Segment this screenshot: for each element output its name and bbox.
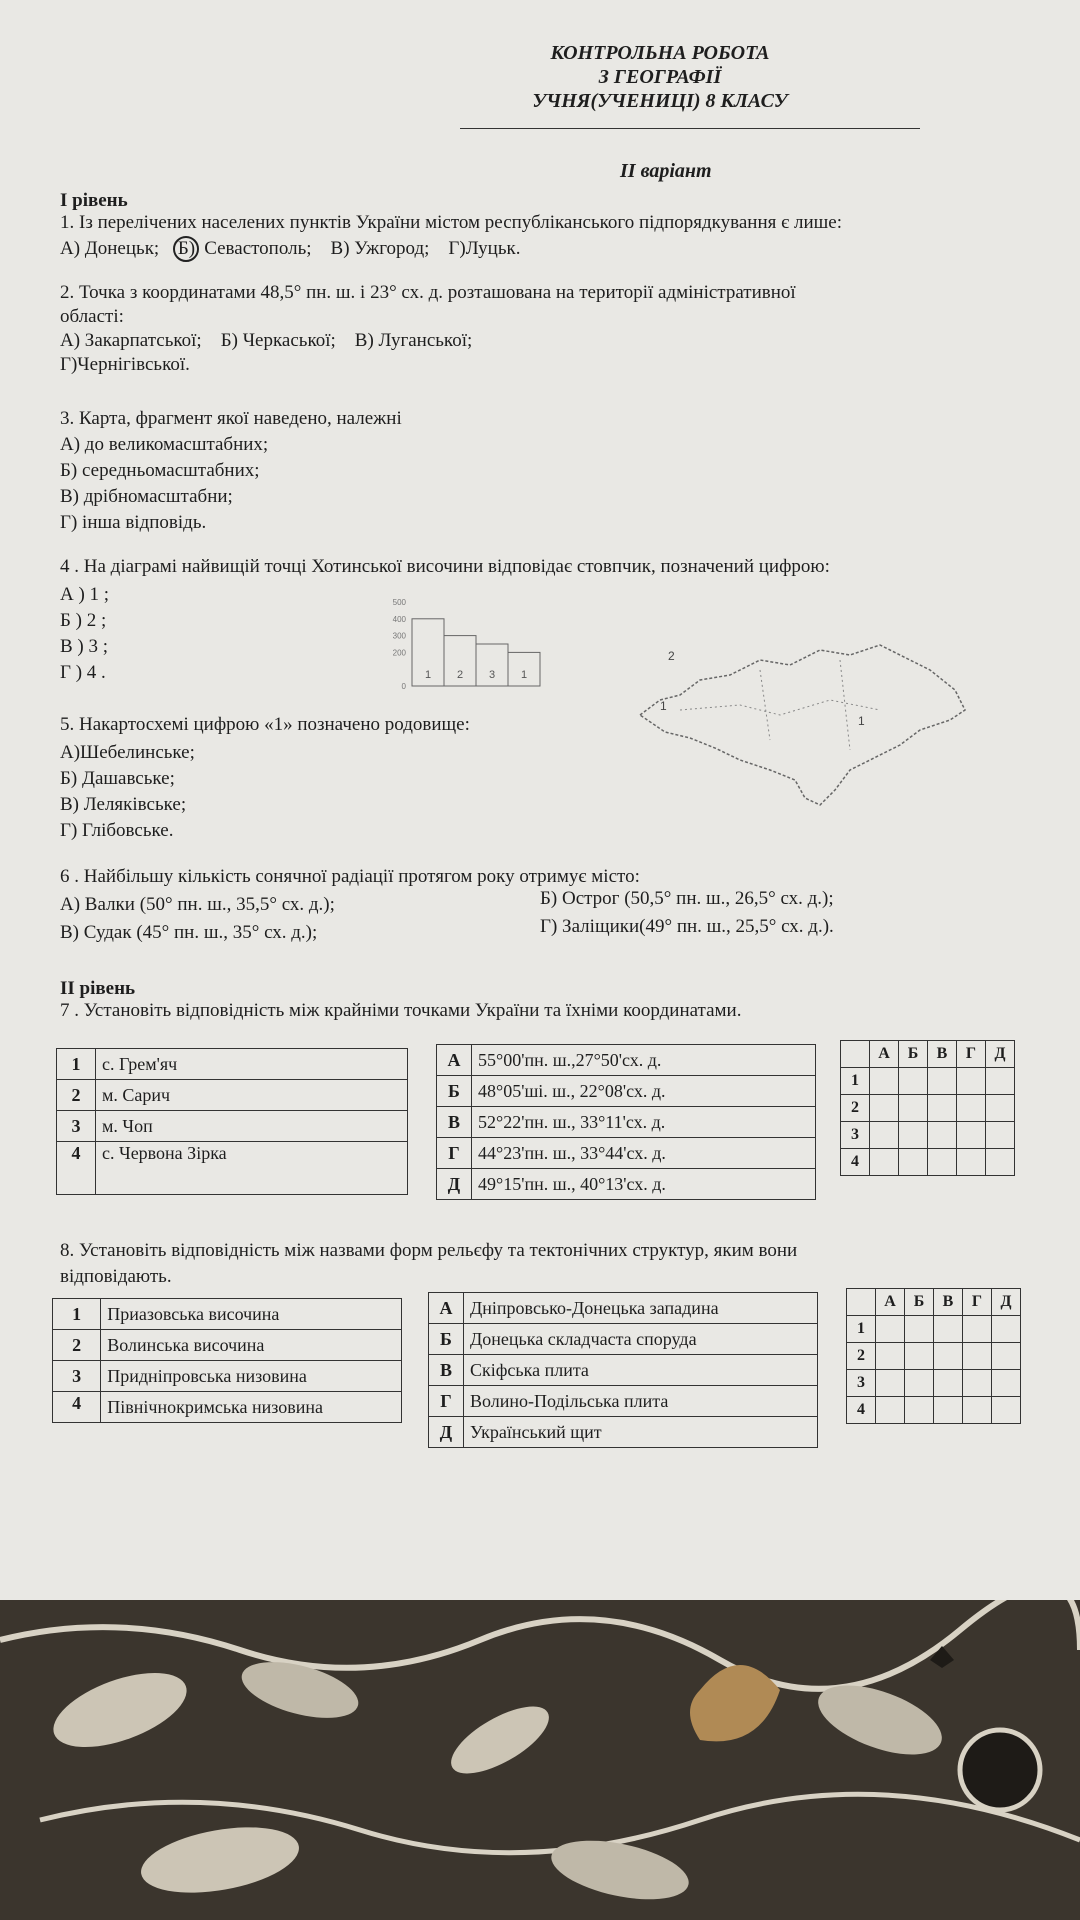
answer-cell[interactable] — [986, 1149, 1015, 1176]
q8-left-num: 1 — [53, 1299, 101, 1330]
q7-left-cell: м. Сарич — [96, 1080, 408, 1111]
table-row — [437, 1045, 816, 1076]
answer-cell[interactable] — [986, 1122, 1015, 1149]
answer-cell[interactable] — [992, 1370, 1021, 1397]
y-tick-label: 400 — [392, 614, 406, 624]
answer-cell[interactable] — [876, 1370, 905, 1397]
ukraine-map — [620, 620, 980, 820]
q7-right-letter: А — [437, 1045, 472, 1076]
grid-col-header: Г — [957, 1041, 986, 1068]
q8-right-letter: Г — [429, 1386, 464, 1417]
table-row — [57, 1142, 408, 1195]
answer-cell[interactable] — [928, 1122, 957, 1149]
grid-col-header: Д — [986, 1041, 1015, 1068]
q2-option-a: А) Закарпатської; — [60, 330, 202, 351]
level1-title: І рівень — [60, 190, 128, 211]
answer-cell[interactable] — [928, 1149, 957, 1176]
y-tick-label: 300 — [392, 631, 406, 641]
q7-left-cell: с. Грем'яч — [96, 1049, 408, 1080]
map-label-1-east: 1 — [858, 714, 865, 728]
answer-cell[interactable] — [899, 1122, 928, 1149]
y-tick-label: 0 — [401, 682, 406, 691]
map-outline — [640, 645, 965, 805]
q7-left-num: 1 — [57, 1049, 96, 1080]
q8-text: 8. Установіть відповідність між назвами форм рельєфу та тектонічних структур, яким вони — [60, 1240, 798, 1261]
table-row — [429, 1293, 818, 1324]
q7-left-num: 4 — [57, 1142, 96, 1195]
name-underline — [460, 128, 920, 129]
q6-option-a: А) Валки (50° пн. ш., 35,5° сх. д.); — [60, 894, 335, 915]
q8-right-cell: Донецька складчаста споруда — [464, 1324, 818, 1355]
grid-row-header: 4 — [847, 1397, 876, 1424]
q2-option-c: В) Луганської; — [354, 330, 473, 351]
answer-cell[interactable] — [934, 1370, 963, 1397]
table-row — [429, 1386, 818, 1417]
q1-option-b-circled: Б) — [173, 236, 199, 262]
q3-option-a: А) до великомасштабних; — [60, 434, 269, 455]
answer-cell[interactable] — [957, 1149, 986, 1176]
map-borders — [680, 660, 880, 750]
map-label-1-west: 1 — [660, 699, 667, 713]
q6-option-b: Б) Острог (50,5° пн. ш., 26,5° сх. д.); — [540, 888, 834, 909]
q3-option-d: Г) інша відповідь. — [60, 512, 207, 533]
q3-text: 3. Карта, фрагмент якої наведено, належні — [60, 408, 402, 429]
q8-right-cell: Скіфська плита — [464, 1355, 818, 1386]
answer-cell[interactable] — [963, 1397, 992, 1424]
level2-title: ІІ рівень — [60, 978, 136, 999]
answer-cell[interactable] — [899, 1149, 928, 1176]
answer-cell[interactable] — [876, 1316, 905, 1343]
q8-right-letter: А — [429, 1293, 464, 1324]
q8-right-letter: Д — [429, 1417, 464, 1448]
q3-option-b: Б) середньомасштабних; — [60, 460, 260, 481]
variant-label: ІІ варіант — [620, 160, 712, 182]
q1-option-b: Севастополь; — [204, 238, 312, 259]
answer-cell[interactable] — [992, 1316, 1021, 1343]
grid-row-header: 3 — [841, 1122, 870, 1149]
answer-cell[interactable] — [928, 1068, 957, 1095]
q8-right-cell: Дніпровсько-Донецька западина — [464, 1293, 818, 1324]
q2-option-d: Г)Чернігівської. — [60, 354, 190, 375]
bar-chart — [370, 594, 550, 694]
q1-option-d: Г)Луцьк. — [448, 238, 521, 259]
answer-cell[interactable] — [905, 1343, 934, 1370]
table-row — [53, 1361, 402, 1392]
q2-text: 2. Точка з координатами 48,5° пн. ш. і 23° сх. д. розташована на території адміністративної — [60, 282, 796, 303]
q4-option-a: А ) 1 ; — [60, 584, 110, 605]
q3-option-c: В) дрібномасштабни; — [60, 486, 233, 507]
table-row — [437, 1138, 816, 1169]
q4-option-d: Г ) 4 . — [60, 662, 106, 683]
grid-col-header: В — [934, 1289, 963, 1316]
q7-text: 7 . Установіть відповідність між крайніми точками України та їхніми координатами. — [60, 1000, 742, 1021]
q8-left-cell: Придніпровська низовина — [101, 1361, 402, 1392]
grid-row-header: 1 — [847, 1316, 876, 1343]
q1-text: 1. Із перелічених населених пунктів України містом республіканського підпорядкування є лише: — [60, 212, 842, 233]
answer-cell[interactable] — [992, 1343, 1021, 1370]
table-row — [57, 1049, 408, 1080]
floral-decoration — [0, 1600, 1080, 1920]
q7-left-cell: м. Чоп — [96, 1111, 408, 1142]
answer-cell[interactable] — [870, 1068, 899, 1095]
q7-right-letter: В — [437, 1107, 472, 1138]
q6-option-d: Г) Заліщики(49° пн. ш., 25,5° сх. д.). — [540, 916, 834, 937]
answer-cell[interactable] — [876, 1397, 905, 1424]
q7-right-cell: 52°22'пн. ш., 33°11'сх. д. — [472, 1107, 816, 1138]
answer-cell[interactable] — [905, 1370, 934, 1397]
bar-label: 3 — [488, 669, 496, 681]
answer-cell[interactable] — [963, 1370, 992, 1397]
table-row — [57, 1111, 408, 1142]
answer-cell[interactable] — [899, 1068, 928, 1095]
table-row — [429, 1355, 818, 1386]
table-row — [437, 1107, 816, 1138]
title-line-1: КОНТРОЛЬНА РОБОТА — [550, 42, 770, 64]
q1-options — [60, 236, 520, 262]
q7-right-cell: 44°23'пн. ш., 33°44'сх. д. — [472, 1138, 816, 1169]
table-row — [53, 1392, 402, 1423]
table-row — [429, 1417, 818, 1448]
table-row — [53, 1299, 402, 1330]
q7-left-num: 3 — [57, 1111, 96, 1142]
grid-corner — [841, 1041, 870, 1068]
bar-label: 2 — [456, 669, 464, 681]
table-row — [429, 1324, 818, 1355]
grid-corner — [847, 1289, 876, 1316]
q1-option-c: В) Ужгород; — [330, 238, 430, 259]
q6-option-c: В) Судак (45° пн. ш., 35° сх. д.); — [60, 922, 318, 943]
grid-row-header: 2 — [841, 1095, 870, 1122]
answer-cell[interactable] — [934, 1343, 963, 1370]
answer-cell[interactable] — [899, 1095, 928, 1122]
q7-right-table — [436, 1044, 816, 1200]
map-label-2: 2 — [668, 649, 675, 663]
answer-cell[interactable] — [986, 1068, 1015, 1095]
grid-col-header: В — [928, 1041, 957, 1068]
q8-right-cell: Український щит — [464, 1417, 818, 1448]
q8-left-cell: Приазовська височина — [101, 1299, 402, 1330]
q8-left-num: 3 — [53, 1361, 101, 1392]
answer-cell[interactable] — [870, 1149, 899, 1176]
grid-col-header: Б — [905, 1289, 934, 1316]
q7-right-cell: 48°05'ші. ш., 22°08'сх. д. — [472, 1076, 816, 1107]
q2-text-2: області: — [60, 306, 124, 327]
table-row — [437, 1169, 816, 1200]
q7-right-cell: 55°00'пн. ш.,27°50'сх. д. — [472, 1045, 816, 1076]
grid-col-header: А — [870, 1041, 899, 1068]
q7-left-num: 2 — [57, 1080, 96, 1111]
grid-col-header: Г — [963, 1289, 992, 1316]
answer-cell[interactable] — [870, 1122, 899, 1149]
y-tick-label: 200 — [392, 648, 406, 658]
grid-col-header: Б — [899, 1041, 928, 1068]
y-tick-label: 500 — [392, 598, 406, 607]
q2-options — [60, 330, 472, 352]
answer-cell[interactable] — [957, 1122, 986, 1149]
table-row — [57, 1080, 408, 1111]
answer-cell[interactable] — [963, 1316, 992, 1343]
q4-option-c: В ) 3 ; — [60, 636, 109, 657]
title-line-3: УЧНЯ(УЧЕНИЦІ) 8 КЛАСУ — [532, 90, 788, 112]
q5-option-b: Б) Дашавське; — [60, 768, 175, 789]
q6-text: 6 . Найбільшу кількість сонячної радіації протягом року отримує місто: — [60, 866, 640, 887]
q8-right-table — [428, 1292, 818, 1448]
q5-text: 5. Накартосхемі цифрою «1» позначено родовище: — [60, 714, 470, 735]
q7-left-table — [56, 1048, 408, 1195]
q8-right-letter: Б — [429, 1324, 464, 1355]
q2-option-b: Б) Черкаської; — [220, 330, 336, 351]
q8-left-num: 2 — [53, 1330, 101, 1361]
q5-option-d: Г) Глібовське. — [60, 820, 174, 841]
grid-col-header: А — [876, 1289, 905, 1316]
answer-cell[interactable] — [957, 1095, 986, 1122]
q8-text-2: відповідають. — [60, 1266, 172, 1287]
q8-right-letter: В — [429, 1355, 464, 1386]
q7-right-cell: 49°15'пн. ш., 40°13'сх. д. — [472, 1169, 816, 1200]
table-row — [437, 1076, 816, 1107]
answer-cell[interactable] — [870, 1095, 899, 1122]
answer-cell[interactable] — [876, 1343, 905, 1370]
q8-left-table — [52, 1298, 402, 1423]
q7-answer-grid — [840, 1040, 1015, 1176]
answer-cell[interactable] — [934, 1397, 963, 1424]
q7-right-letter: Г — [437, 1138, 472, 1169]
table-row — [53, 1330, 402, 1361]
q5-option-a: А)Шебелинське; — [60, 742, 195, 763]
grid-row-header: 2 — [847, 1343, 876, 1370]
bar-label: 1 — [520, 669, 528, 681]
q7-left-cell: с. Червона Зірка — [96, 1142, 408, 1195]
grid-col-header: Д — [992, 1289, 1021, 1316]
grid-row-header: 4 — [841, 1149, 870, 1176]
title-line-2: З ГЕОГРАФІЇ — [598, 66, 722, 88]
q8-right-cell: Волино-Подільська плита — [464, 1386, 818, 1417]
q7-right-letter: Б — [437, 1076, 472, 1107]
q4-option-b: Б ) 2 ; — [60, 610, 107, 631]
answer-cell[interactable] — [905, 1397, 934, 1424]
q5-option-c: В) Леляківське; — [60, 794, 187, 815]
answer-cell[interactable] — [957, 1068, 986, 1095]
answer-cell[interactable] — [986, 1095, 1015, 1122]
q8-left-cell: Північнокримська низовина — [101, 1392, 402, 1423]
answer-cell[interactable] — [928, 1095, 957, 1122]
answer-cell[interactable] — [905, 1316, 934, 1343]
answer-cell[interactable] — [992, 1397, 1021, 1424]
bar-label: 1 — [424, 669, 432, 681]
answer-cell[interactable] — [934, 1316, 963, 1343]
q8-left-num: 4 — [53, 1392, 101, 1423]
q7-right-letter: Д — [437, 1169, 472, 1200]
answer-cell[interactable] — [963, 1343, 992, 1370]
q8-answer-grid — [846, 1288, 1021, 1424]
grid-row-header: 3 — [847, 1370, 876, 1397]
grid-row-header: 1 — [841, 1068, 870, 1095]
q8-left-cell: Волинська височина — [101, 1330, 402, 1361]
q4-text: 4 . На діаграмі найвищій точці Хотинської височини відповідає стовпчик, позначений цифрою: — [60, 556, 830, 577]
q1-option-a: А) Донецьк; — [60, 238, 160, 259]
